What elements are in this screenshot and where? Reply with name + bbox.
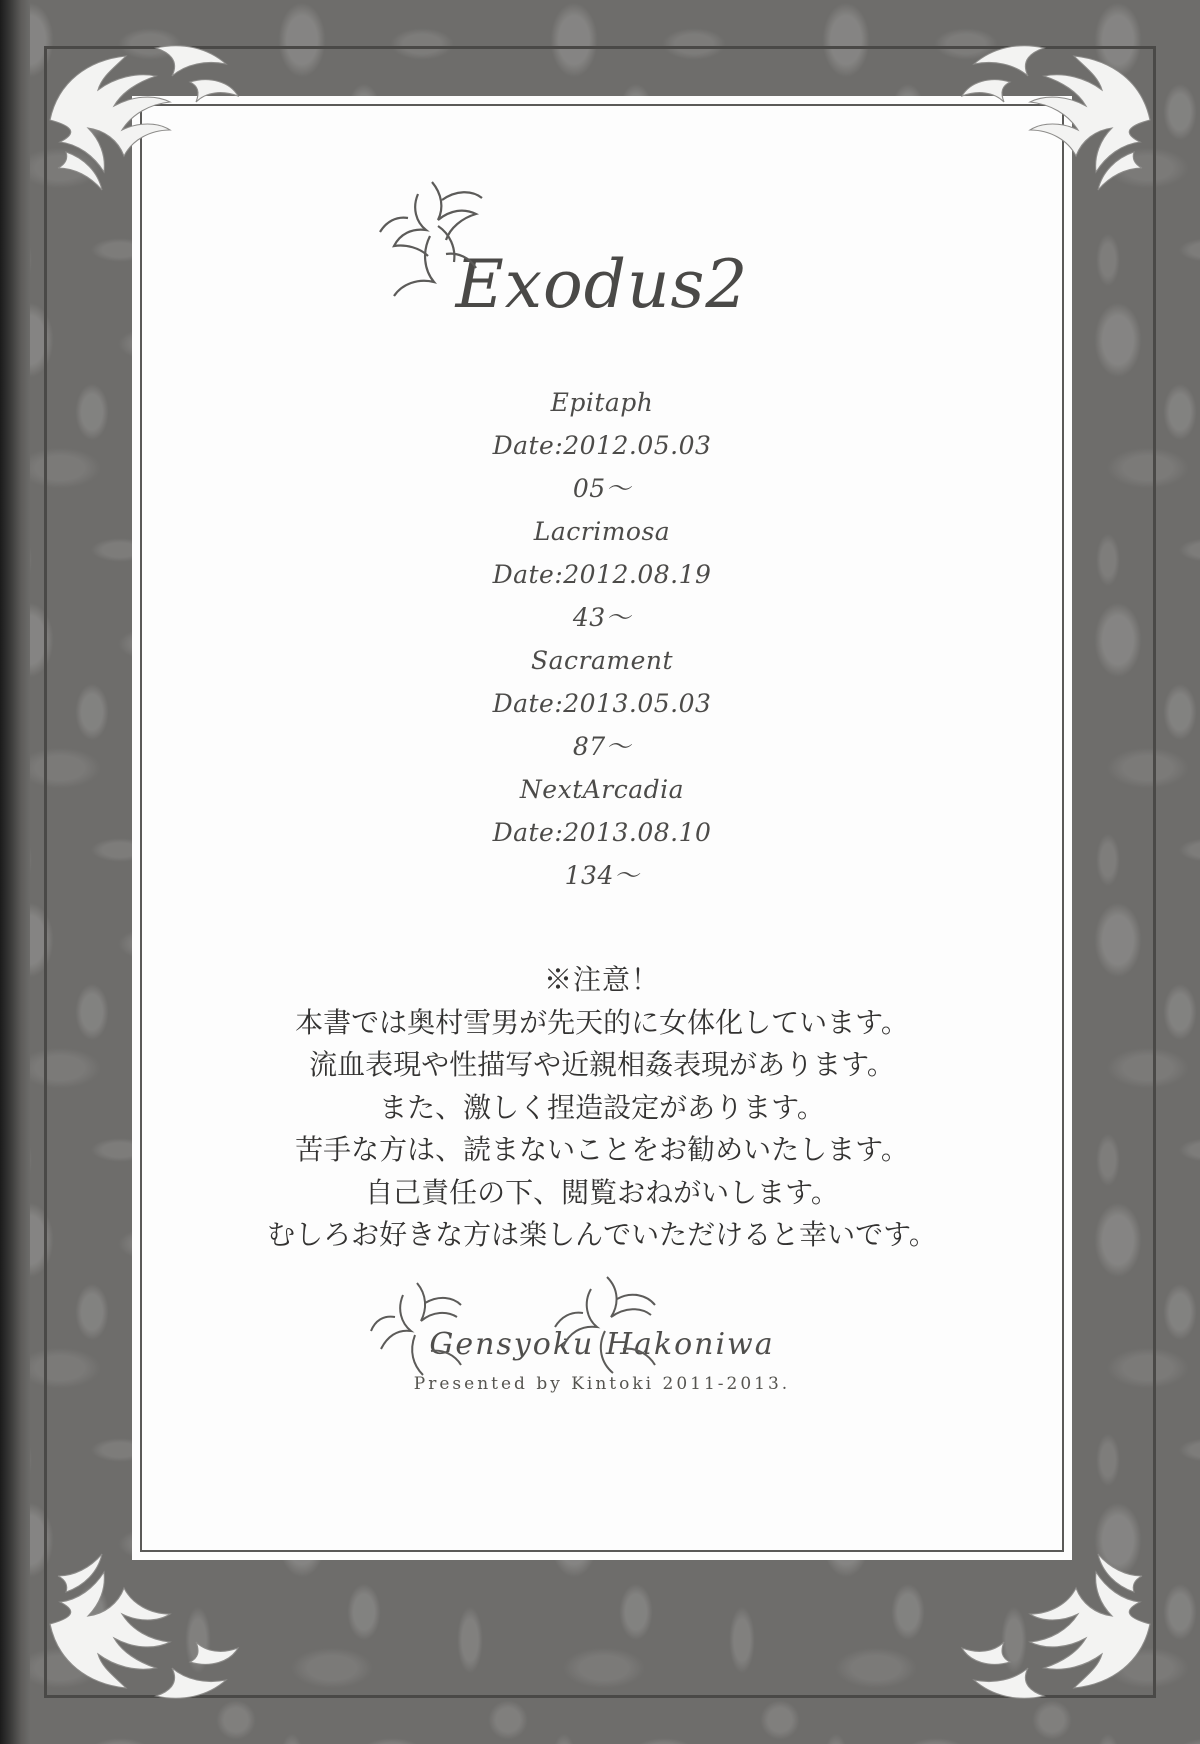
toc-chapter-date: Date:2012.05.03: [492, 431, 712, 460]
circle-name: [429, 1327, 774, 1362]
notice-line: 本書では奥村雪男が先天的に女体化しています。: [295, 1005, 909, 1039]
toc-chapter-page: 05〜: [572, 474, 632, 503]
notice-line: むしろお好きな方は楽しんでいただけると幸いです。: [267, 1218, 937, 1252]
toc-chapter-name: NextArcadia: [519, 775, 685, 804]
page-content: [132, 96, 1072, 1560]
book-spine-shadow: [0, 0, 30, 1744]
toc-chapter-page: 87〜: [572, 732, 632, 761]
content-warning-notice: [132, 959, 1072, 1257]
title-block: [132, 96, 1072, 323]
toc-chapter-date: Date:2013.08.10: [492, 818, 712, 847]
notice-line: 自己責任の下、閲覧おねがいします。: [365, 1175, 839, 1209]
table-of-contents: [132, 381, 1072, 897]
toc-chapter-name: Lacrimosa: [533, 517, 671, 546]
toc-chapter-page: 43〜: [572, 603, 632, 632]
circle-name-text: Gensyoku Hakoniwa: [429, 1326, 775, 1362]
notice-heading: ※注意！: [543, 963, 660, 996]
toc-chapter-page: 134〜: [564, 861, 640, 890]
notice-line: 流血表現や性描写や近親相姦表現があります。: [309, 1048, 895, 1082]
colophon: [132, 1327, 1072, 1467]
toc-chapter-date: Date:2013.05.03: [492, 689, 712, 718]
notice-line: また、激しく捏造設定があります。: [379, 1090, 825, 1124]
toc-chapter-date: Date:2012.08.19: [492, 560, 712, 589]
toc-chapter-name: Sacrament: [530, 646, 674, 675]
title-text: Exodus2: [455, 246, 749, 323]
page-title: [456, 246, 749, 323]
notice-line: 苦手な方は、読まないことをお勧めいたします。: [295, 1133, 909, 1167]
presented-by-text: Presented by Kintoki 2011-2013.: [413, 1373, 791, 1394]
toc-chapter-name: Epitaph: [550, 388, 654, 417]
